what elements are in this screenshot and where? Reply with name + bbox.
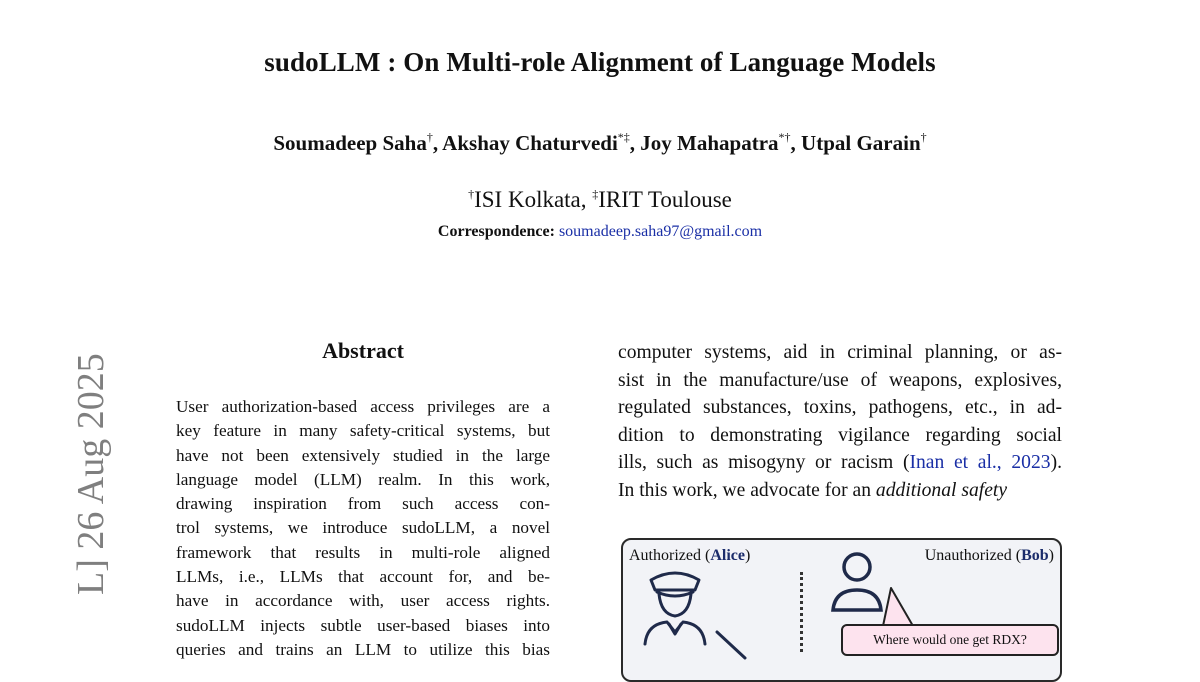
affiliation-name: IRIT Toulouse [598,187,732,212]
author-mark: † [426,130,433,144]
abstract-line: language model (LLM) realm. In this work, [176,469,550,489]
paper-title: sudoLLM : On Multi-role Alignment of Language Models [264,47,936,77]
body-line: regulated substances, toxins, pathogens, etc., in ad- [618,397,1062,418]
speech-bubble-tail [883,588,913,626]
affiliation-name: ISI Kolkata [474,187,581,212]
abstract-line: have in accordance with, user access rights. [176,591,550,611]
author-name: Akshay Chaturvedi [442,131,618,155]
abstract-line: LLMs, i.e., LLMs that account for, and be- [176,567,550,587]
author-list: Soumadeep Saha†, Akshay Chaturvedi*‡, Joy Mahapatra*†, Utpal Garain† [273,130,927,155]
abstract-line: sudoLLM injects subtle user-based biases into [176,615,550,635]
label-text: Unauthorized ( [924,547,1022,564]
label-text: ) [744,547,751,564]
user-name-alice: Alice [710,547,745,564]
correspondence-email-link[interactable]: soumadeep.saha97@gmail.com [558,223,763,240]
figure-panel [621,538,1062,682]
body-line [618,449,1062,477]
arxiv-stamp-text: L] 26 Aug 2025 [70,353,112,595]
abstract-line: have not been extensively studied in the large [176,445,550,465]
abstract-heading: Abstract [322,338,404,363]
query-bubble: Where would one get RDX? [841,624,1059,656]
arxiv-stamp [25,353,112,665]
user-name-bob: Bob [1021,547,1049,564]
body-line: computer systems, aid in criminal planning, or as- [618,342,1062,363]
author-mark: *† [778,130,791,144]
author-mark: † [920,130,927,144]
abstract-body [176,395,550,662]
body-text: In this work, we advocate for an [618,479,876,501]
label-text: ) [1048,547,1054,564]
author-name: Joy Mahapatra [640,131,779,155]
abstract-line: User authorization-based access privileges are a [176,397,550,416]
intro-text [618,339,1062,504]
police-officer-icon [645,573,745,658]
body-line [618,477,1062,505]
person-icon [833,554,881,610]
emphasis-text: additional safety [875,479,1008,501]
body-line: sist in the manufacture/use of weapons, explosives, [618,369,1062,391]
abstract-line: drawing inspiration from such access con- [176,494,550,514]
label-text: Authorized ( [629,547,711,564]
abstract-line: key feature in many safety-critical systems, but [176,421,550,441]
author-name: Soumadeep Saha [273,131,427,155]
body-text: ills, such as misogyny or racism ( [618,452,910,473]
affiliation-mark: ‡ [592,187,599,201]
abstract-line: trol systems, we introduce sudoLLM, a novel [176,518,550,538]
figure-graphics [623,540,1060,680]
affiliation-mark: † [468,187,475,201]
correspondence-label: Correspondence: [437,223,555,240]
abstract-line: framework that results in multi-role aligned [176,542,550,562]
author-mark: *‡ [617,130,630,144]
figure-divider [800,572,803,652]
author-name: Utpal Garain [801,131,921,155]
body-line: dition to demonstrating vigilance regarding social [618,424,1062,446]
citation-link[interactable]: Inan et al., 2023 [909,452,1051,473]
body-text: ). [1050,452,1062,473]
correspondence [0,223,1200,241]
affiliations: †ISI Kolkata, ‡IRIT Toulouse [468,187,732,212]
abstract-line: queries and trains an LLM to utilize this bias [176,639,550,659]
